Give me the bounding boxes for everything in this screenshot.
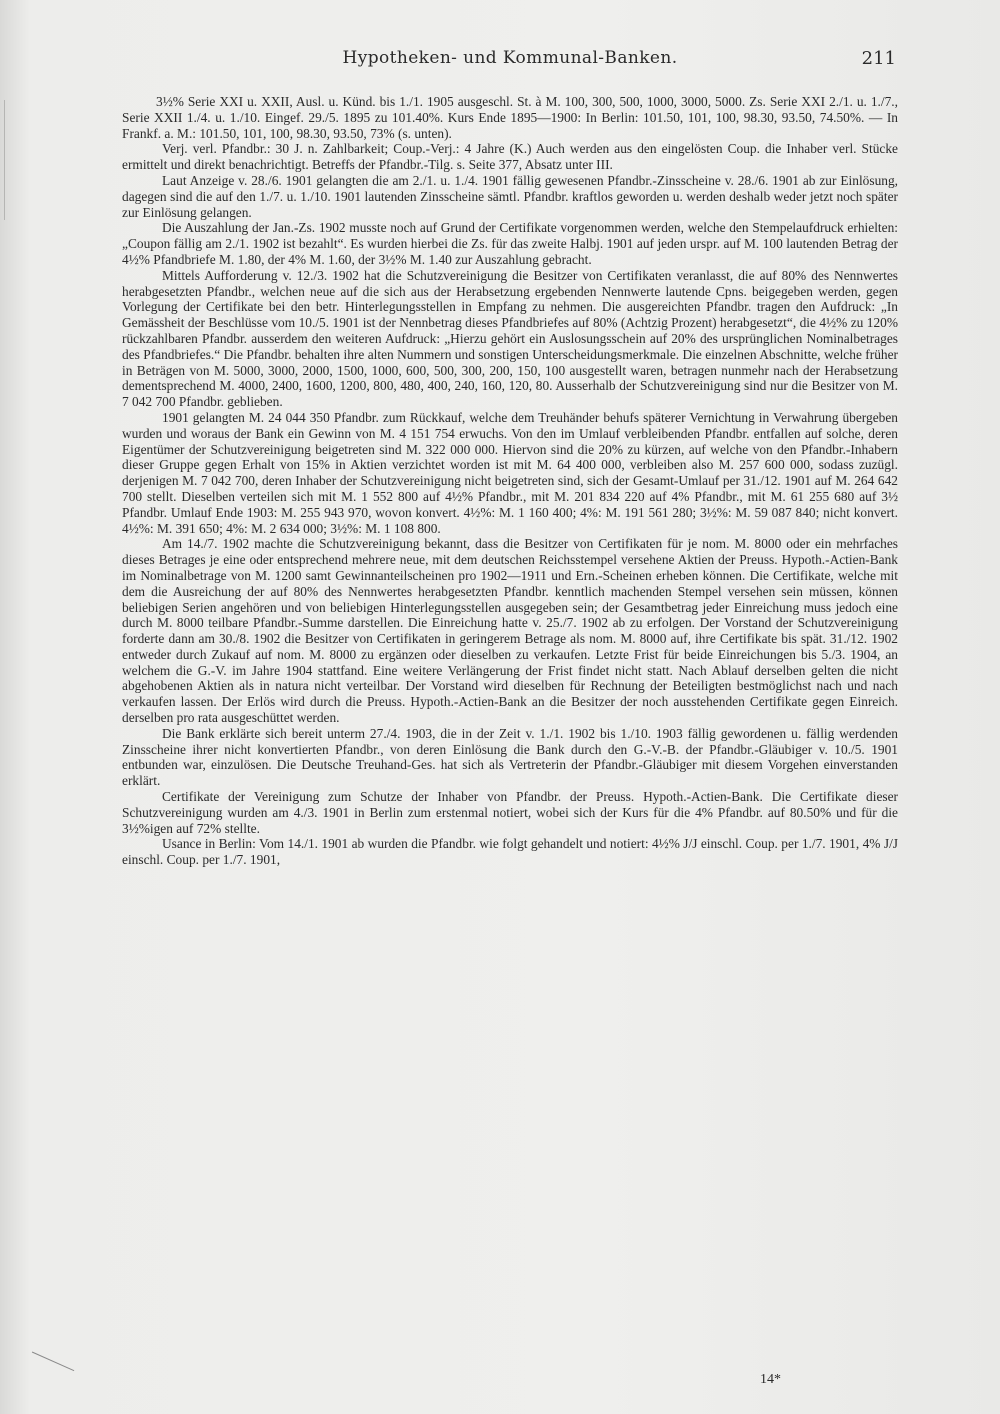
paragraph: Usance in Berlin: Vom 14./1. 1901 ab wurden die Pfandbr. wie folgt gehandelt und notiert: 4½% J/J einschl. Coup. per 1./7. 1901, 4% J/J einschl. Coup. per 1./7. 1901, — [122, 836, 898, 868]
paragraph: Mittels Aufforderung v. 12./3. 1902 hat die Schutzvereinigung die Besitzer von Certifikaten veranlasst, die auf 80% des Nennwertes herabgesetzten Pfandbr., welchen neue auf die sich aus der Herabsetzung ergebenden Nennwerte lautende Cpns. beigegeben werden, gegen Vorlegung der Certifikate bei den betr. Hinterlegungsstellen in Empfang zu nehmen. Die ausgereichten Pfandbr. tragen den Aufdruck: „In Gemässheit der Beschlüsse vom 10./5. 1901 ist der Nennbetrag dieses Pfandbriefes auf 80% (Achtzig Prozent) herabgesetzt“, die 4½% zu 120% rückzahlbaren Pfandbr. ausserdem den weiteren Aufdruck: „Hierzu gehört ein Auslosungsschein auf 20% des ursprünglichen Nominalbetrages des Pfandbriefes.“ Die Pfandbr. behalten ihre alten Nummern und sonstigen Unterscheidungsmerkmale. Die einzelnen Abschnitte, welche früher in Beträgen von M. 5000, 3000, 2000, 1500, 1000, 600, 500, 300, 200, 150, 100 ausgestellt waren, betragen nunmehr nach der Herabsetzung dementsprechend M. 4000, 2400, 1600, 1200, 800, 480, 400, 240, 160, 120, 80. Ausserhalb der Schutzvereinigung sind nur die Besitzer von M. 7 042 700 Pfandbr. geblieben. — [122, 267, 898, 410]
paragraph: Am 14./7. 1902 machte die Schutzvereinigung bekannt, dass die Besitzer von Certifikaten für je nom. M. 8000 oder ein mehrfaches dieses Betrages je eine oder entsprechend mehrere neue, mit dem deutschen Reichsstempel versehene Aktien der Preuss. Hypoth.-Actien-Bank im Nominalbetrage von M. 1200 samt Gewinnanteilscheinen pro 1902—1911 und Ern.-Scheinen erheben können. Die Certifikate, welche mit dem die Ausreichung der auf 80% des Nennwertes herabgesetzten Pfandbr. kenntlich machenden Stempel versehen sein müssen, können beliebigen Serien angehören und von beliebigen Hinterlegungsstellen ausgegeben sein; der Gesamtbetrag jeder Einreichung muss jedoch eine durch M. 8000 teilbare Pfandbr.-Summe darstellen. Die Einreichung hatte v. 25./7. 1902 ab zu erfolgen. Der Vorstand der Schutzvereinigung forderte dann am 30./8. 1902 die Besitzer von Certifikaten in geringerem Betrage als nom. M. 8000 auf, ihre Certifikate bis spät. 31./12. 1902 entweder durch Zukauf auf nom. M. 8000 zu ergänzen oder dieselben zu verkaufen. Letzte Frist für beide Einreichungen bis 5./3. 1904, an welchem die G.-V. im Jahre 1904 stattfand. Eine weitere Verlängerung der Frist findet nicht statt. Nach Ablauf derselben gelten die nicht abgehobenen Aktien als in natura nicht verteilbar. Der Vorstand wird dieselben für Rechnung der Beteiligten bestmöglichst nach und nach verkaufen lassen. Der Erlös wird durch die Preuss. Hypoth.-Actien-Bank an die Besitzer der noch ausstehenden Certifikate gegen Einreich. derselben pro rata ausgeschüttet werden. — [122, 536, 898, 726]
paragraph: Laut Anzeige v. 28./6. 1901 gelangten die am 2./1. u. 1./4. 1901 fällig gewesenen Pfandbr.-Zinsscheine v. 28./6. 1901 ab zur Einlösung, dagegen sind die auf den 1./7. u. 1./10. 1901 lautenden Zinsscheine sämtl. Pfandbr. kraftlos geworden u. werden deshalb weder jetzt noch später zur Einlösung gelangen. — [122, 172, 898, 220]
paragraph: 3½% Serie XXI u. XXII, Ausl. u. Künd. bis 1./1. 1905 ausgeschl. St. à M. 100, 300, 500, 1000, 3000, 5000. Zs. Serie XXI 2./1. u. 1./7., Serie XXII 1./4. u. 1./10. Eingef. 29./5. 1895 zu 101.40%. Kurs Ende 1895—1900: In Berlin: 101.50, 101, 100, 98.30, 93.50, 74.50%. — In Frankf. a. M.: 101.50, 101, 100, 98.30, 93.50, 73% (s. unten). — [122, 94, 898, 141]
page-header — [122, 48, 898, 74]
running-title: Hypotheken- und Kommunal-Banken. — [342, 48, 678, 68]
scan-edge-mark — [4, 100, 5, 220]
signature-mark: 14* — [760, 1372, 781, 1387]
page-number: 211 — [861, 48, 896, 69]
paragraph: Die Auszahlung der Jan.-Zs. 1902 musste noch auf Grund der Certifikate vorgenommen werden, welche den Stempelaufdruck erhielten: „Coupon fällig am 2./1. 1902 ist bezahlt“. Es wurden hierbei die Zs. für das zweite Halbj. 1901 auf jeden urspr. auf M. 100 lautenden Betrag der 4½% Pfandbriefe M. 1.80, der 4% M. 1.60, der 3½% M. 1.40 zur Auszahlung gebracht. — [122, 220, 898, 267]
paragraph: Die Bank erklärte sich bereit unterm 27./4. 1903, die in der Zeit v. 1./1. 1902 bis 1./10. 1903 fällig gewordenen u. fällig werdenden Zinsscheine ihrer nicht konvertierten Pfandbr., von deren Einlösung die Bank durch den G.-V.-B. der Pfandbr.-Gläubiger v. 10./5. 1901 entbunden war, einzulösen. Die Deutsche Treuhand-Ges. hat sich als Vertreterin der Pfandbr.-Gläubiger mit diesem Vorgehen einverstanden erklärt. — [122, 725, 898, 789]
paragraph: Verj. verl. Pfandbr.: 30 J. n. Zahlbarkeit; Coup.-Verj.: 4 Jahre (K.) Auch werden aus den eingelösten Coup. die Inhaber verl. Stücke ermittelt und direkt benachrichtigt. Betreffs der Pfandbr.-Tilg. s. Seite 377, Absatz unter III. — [122, 141, 898, 173]
pencil-mark — [24, 1352, 75, 1390]
paragraph: Certifikate der Vereinigung zum Schutze der Inhaber von Pfandbr. der Preuss. Hypoth.-Actien-Bank. Die Certifikate dieser Schutzvereinigung wurden am 4./3. 1901 in Berlin zum erstenmal notiert, wobei sich der Kurs für die 4% Pfandbr. auf 80.50% und für die 3½%igen auf 72% stellte. — [122, 789, 898, 836]
paragraph: 1901 gelangten M. 24 044 350 Pfandbr. zum Rückkauf, welche dem Treuhänder behufs späterer Vernichtung in Verwahrung übergeben wurden und woraus der Bank ein Gewinn von M. 4 151 754 erwuchs. Von den im Umlauf verbleibenden Pfandbr. entfallen auf solche, deren Eigentümer der Schutzvereinigung beigetreten sind M. 322 000 000. Hiervon sind die 20% zu kürzen, auf welche von den Pfandbr.-Inhabern dieser Gruppe gegen Erhalt von 15% in Aktien verzichtet worden ist mit M. 64 400 000, verbleiben also M. 257 600 000, sodass zuzügl. derjenigen M. 7 042 700, deren Inhaber der Schutzvereinigung nicht beigetreten sind, sich der Gesamt-Umlauf per 31./12. 1901 auf M. 264 642 700 stellt. Dieselben verteilen sich mit M. 1 552 800 auf 4½% Pfandbr., mit M. 201 834 220 auf 4% Pfandbr., mit M. 61 255 680 auf 3½ Pfandbr. Umlauf Ende 1903: M. 255 943 970, wovon konvert. 4½%: M. 1 160 400; 4%: M. 191 561 280; 3½%: M. 59 087 840; nicht konvert. 4½%: M. 391 650; 4%: M. 2 634 000; 3½%: M. 1 108 800. — [122, 409, 898, 536]
body-text — [122, 94, 898, 868]
